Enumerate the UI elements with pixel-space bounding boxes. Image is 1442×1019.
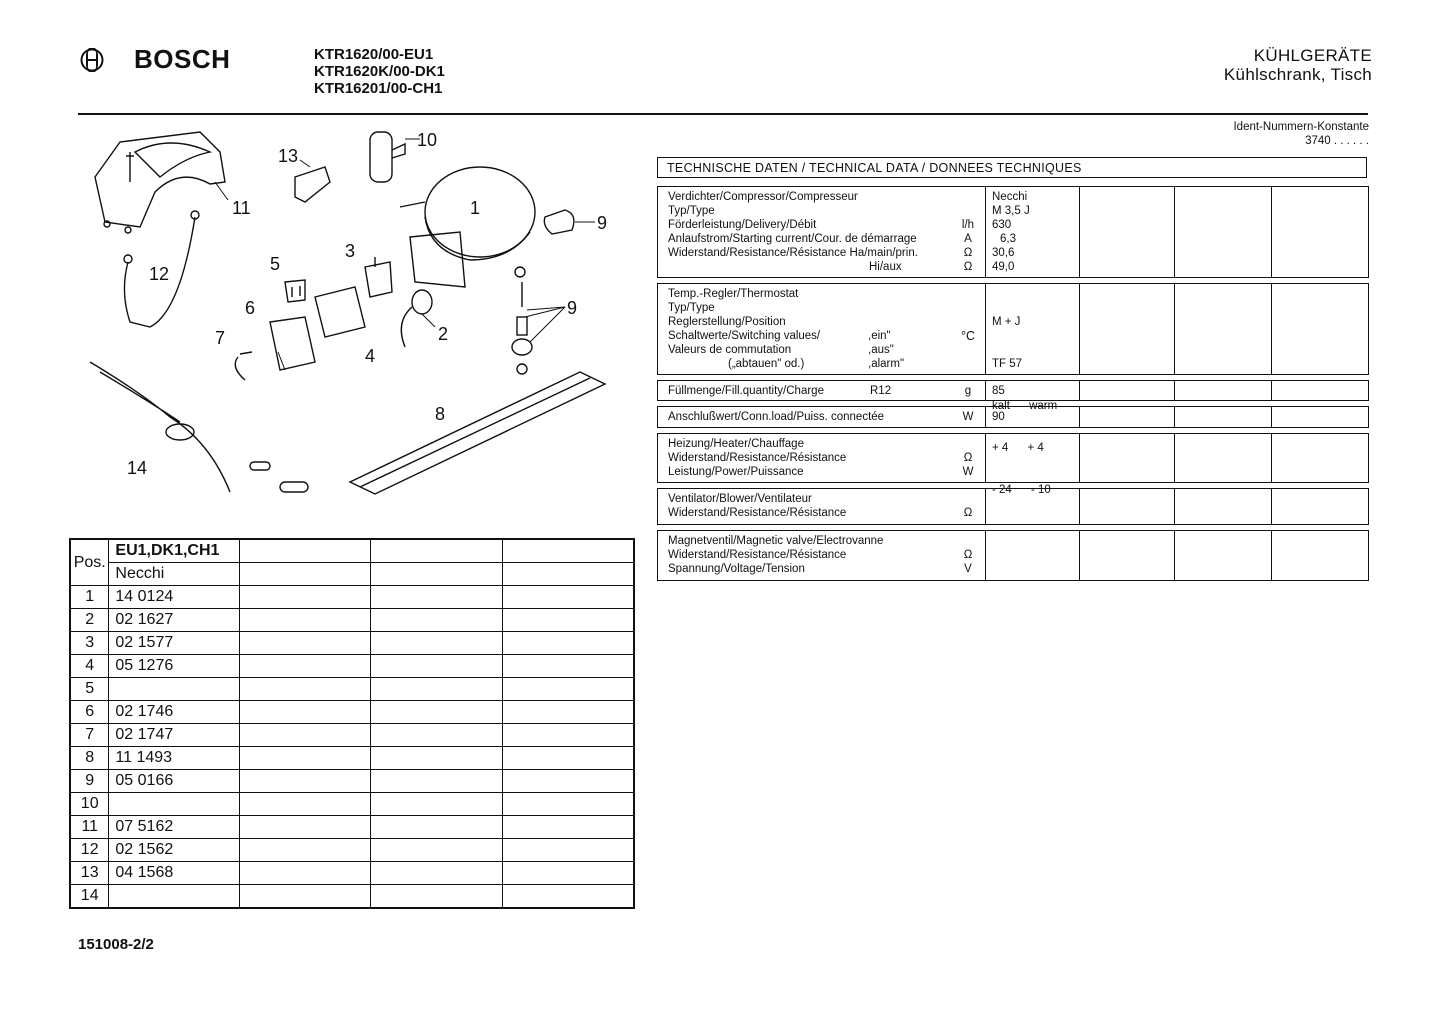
- pos-cell: 10: [70, 793, 109, 816]
- pos-cell: 12: [70, 839, 109, 862]
- callout-label: 5: [270, 254, 281, 274]
- switch-words: ,ein" ,aus" ,alarm": [868, 330, 905, 370]
- part-number-cell: 02 1577: [109, 632, 239, 655]
- protector-drawing: [270, 317, 315, 370]
- empty-cell: [239, 770, 370, 793]
- callout-label: 9: [567, 298, 578, 318]
- empty-cell: [502, 724, 634, 747]
- thermostat-labels: Temp.-Regler/Thermostat Typ/Type Reglerstellung/Position Schaltwerte/Switching values/ Valeurs de commutation („abtauen" od.): [668, 288, 821, 370]
- table-row: [70, 793, 634, 816]
- empty-cell: [502, 885, 634, 909]
- parts-table: [69, 538, 635, 909]
- clamp-drawing: [295, 167, 330, 202]
- callout-label: 2: [438, 324, 449, 344]
- subcategory: Kühlschrank, Tisch: [1223, 65, 1372, 84]
- callout-label: 4: [365, 346, 376, 366]
- model-number: KTR16201/00-CH1: [314, 80, 443, 97]
- empty-cell: [239, 586, 370, 609]
- grommet-drawing: [544, 210, 574, 234]
- compressor-block: [657, 186, 1369, 278]
- tech-table-title: TECHNISCHE DATEN / TECHNICAL DATA / DONNEES TECHNIQUES: [657, 157, 1367, 178]
- ident-label: Ident-Nummern-Konstante: [1233, 121, 1369, 133]
- empty-cell: [502, 655, 634, 678]
- blower-labels: Ventilator/Blower/Ventilateur Widerstand/Resistance/Résistance: [668, 493, 847, 519]
- part-number-cell: 07 5162: [109, 816, 239, 839]
- compressor-values: Necchi M 3,5 J 630 6,3 30,6 49,0: [992, 191, 1030, 273]
- empty-cell: [502, 678, 634, 701]
- empty-cell: [239, 609, 370, 632]
- empty-cell: [239, 793, 370, 816]
- table-row: [70, 816, 634, 839]
- empty-cell: [239, 839, 370, 862]
- pos-cell: 1: [70, 586, 109, 609]
- callout-label: 1: [470, 198, 481, 218]
- empty-cell: [502, 586, 634, 609]
- table-row: [70, 839, 634, 862]
- column-subheader: Necchi: [109, 563, 239, 586]
- empty-cell: [371, 862, 502, 885]
- capacitor-drawing: [370, 132, 392, 182]
- pos-cell: 14: [70, 885, 109, 909]
- callout-label: 6: [245, 298, 256, 318]
- part-number-cell: 02 1746: [109, 701, 239, 724]
- charge-unit: g: [964, 385, 972, 397]
- valve-block: [657, 530, 1369, 581]
- empty-cell: [502, 770, 634, 793]
- empty-cell: [502, 793, 634, 816]
- header-divider: [78, 113, 1368, 115]
- ident-value: 3740 . . . . . .: [1305, 135, 1369, 147]
- part-number-cell: 11 1493: [109, 747, 239, 770]
- empty-cell: [371, 747, 502, 770]
- callout-label: 13: [278, 146, 299, 166]
- blower-units: Ω: [963, 507, 973, 519]
- empty-cell: [371, 724, 502, 747]
- load-unit: W: [962, 411, 974, 423]
- part-number-cell: 02 1747: [109, 724, 239, 747]
- empty-cell: [239, 816, 370, 839]
- empty-cell: [239, 724, 370, 747]
- empty-cell: [502, 862, 634, 885]
- table-row: [70, 609, 634, 632]
- empty-cell: [239, 701, 370, 724]
- load-block: [657, 406, 1369, 428]
- callout-label: 7: [215, 328, 226, 348]
- charge-block: [657, 380, 1369, 401]
- table-header-row: [70, 539, 634, 563]
- valve-labels: Magnetventil/Magnetic valve/Electrovanne Widerstand/Resistance/Résistance Spannung/Voltage/Tension: [668, 535, 884, 575]
- thermostat-housing-drawing: [95, 132, 225, 233]
- part-number-cell: [109, 885, 239, 909]
- empty-cell: [371, 701, 502, 724]
- table-row: [70, 747, 634, 770]
- empty-cell: [502, 701, 634, 724]
- pos-cell: 8: [70, 747, 109, 770]
- part-number-cell: 05 0166: [109, 770, 239, 793]
- brand-name: BOSCH: [134, 44, 231, 74]
- thermostat-values: M + J TF 57 kalt warm + 4 + 4 - 24 - 10: [992, 316, 1058, 496]
- empty-cell: [502, 609, 634, 632]
- refrigerant: R12: [870, 385, 892, 397]
- pos-cell: 4: [70, 655, 109, 678]
- empty-cell: [371, 770, 502, 793]
- table-row: [70, 632, 634, 655]
- document-code: 151008-2/2: [78, 936, 154, 953]
- terminal-block-drawing: [315, 287, 365, 337]
- thermostat-unit: °C: [960, 329, 976, 343]
- part-number-cell: [109, 793, 239, 816]
- empty-cell: [371, 632, 502, 655]
- empty-cell: [239, 678, 370, 701]
- empty-cell: [371, 839, 502, 862]
- empty-cell: [239, 655, 370, 678]
- callout-label: 9: [597, 213, 608, 233]
- heater-labels: Heizung/Heater/Chauffage Widerstand/Resistance/Résistance Leistung/Power/Puissance: [668, 438, 847, 478]
- empty-cell: [239, 632, 370, 655]
- callout-label: 10: [417, 130, 438, 150]
- category: KÜHLGERÄTE: [1253, 46, 1372, 65]
- callout-label: 11: [232, 198, 251, 218]
- parts-table-body: [70, 586, 634, 909]
- pos-cell: 13: [70, 862, 109, 885]
- callout-label: 14: [127, 458, 148, 478]
- load-label: Anschlußwert/Conn.load/Puiss. connectée: [668, 411, 885, 423]
- empty-cell: [371, 586, 502, 609]
- model-number: KTR1620/00-EU1: [314, 46, 434, 63]
- table-row: [70, 678, 634, 701]
- heater-units: Ω W: [962, 452, 974, 478]
- part-number-cell: [109, 678, 239, 701]
- table-row: [70, 885, 634, 909]
- pos-cell: 7: [70, 724, 109, 747]
- empty-cell: [371, 885, 502, 909]
- cap-drawing: [412, 290, 432, 314]
- pos-cell: 11: [70, 816, 109, 839]
- empty-cell: [502, 747, 634, 770]
- part-number-cell: 14 0124: [109, 586, 239, 609]
- empty-cell: [371, 678, 502, 701]
- table-row: [70, 655, 634, 678]
- table-row: [70, 770, 634, 793]
- model-list: [314, 46, 445, 97]
- empty-cell: [239, 862, 370, 885]
- heater-block: [657, 433, 1369, 483]
- model-number: KTR1620K/00-DK1: [314, 63, 445, 80]
- empty-cell: [371, 816, 502, 839]
- compressor-labels: Verdichter/Compressor/Compresseur Typ/Type Förderleistung/Delivery/Débit Anlaufstrom/Starting current/Cour. de démarrage Widerstand/Resistance/Résistance Ha/main/prin. Hi/aux: [668, 191, 918, 273]
- cable-drawing: [90, 362, 230, 492]
- compressor-drawing: [400, 167, 535, 287]
- bosch-logo-icon: [80, 48, 104, 72]
- blower-block: [657, 488, 1369, 525]
- valve-units: Ω V: [963, 549, 973, 575]
- ident-block: [1233, 120, 1369, 148]
- bracket-drawing: [235, 352, 252, 380]
- load-value: 90: [992, 411, 1005, 423]
- part-number-cell: 04 1568: [109, 862, 239, 885]
- empty-cell: [371, 655, 502, 678]
- table-subheader-row: [70, 563, 634, 586]
- pos-header: Pos.: [70, 539, 109, 586]
- clip-drawing: [285, 280, 305, 302]
- table-row: [70, 586, 634, 609]
- empty-cell: [371, 793, 502, 816]
- compressor-units: l/h A Ω Ω: [961, 219, 975, 273]
- rail-drawing: [350, 372, 605, 494]
- pos-cell: 5: [70, 678, 109, 701]
- column-header: EU1,DK1,CH1: [109, 539, 239, 563]
- part-number-cell: 05 1276: [109, 655, 239, 678]
- table-row: [70, 724, 634, 747]
- category-block: [1224, 46, 1372, 84]
- empty-cell: [502, 839, 634, 862]
- empty-cell: [239, 747, 370, 770]
- empty-cell: [502, 816, 634, 839]
- exploded-parts-diagram: [60, 122, 640, 527]
- part-number-cell: 02 1627: [109, 609, 239, 632]
- callout-label: 3: [345, 241, 356, 261]
- empty-cell: [239, 885, 370, 909]
- pos-cell: 2: [70, 609, 109, 632]
- charge-label: Füllmenge/Fill.quantity/Charge: [668, 385, 824, 397]
- empty-cell: [371, 609, 502, 632]
- callout-label: 8: [435, 404, 446, 424]
- pos-cell: 6: [70, 701, 109, 724]
- part-number-cell: 02 1562: [109, 839, 239, 862]
- pos-cell: 9: [70, 770, 109, 793]
- callout-label: 12: [149, 264, 170, 284]
- charge-value: 85: [992, 385, 1005, 397]
- pos-cell: 3: [70, 632, 109, 655]
- relay-drawing: [365, 257, 392, 297]
- table-row: [70, 862, 634, 885]
- empty-cell: [502, 632, 634, 655]
- table-row: [70, 701, 634, 724]
